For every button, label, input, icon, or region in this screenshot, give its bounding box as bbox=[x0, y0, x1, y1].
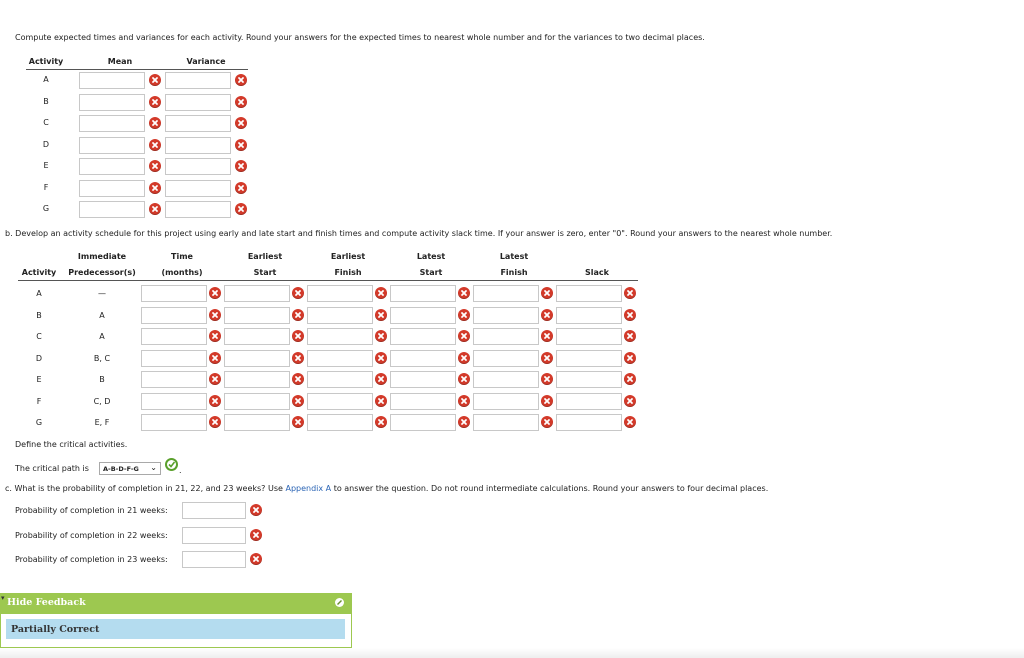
incorrect-x-icon bbox=[375, 287, 387, 299]
part-a-activity-label: F bbox=[43, 182, 49, 192]
variance-input[interactable] bbox=[165, 180, 231, 197]
partially-correct-banner bbox=[6, 619, 345, 639]
incorrect-x-icon bbox=[375, 373, 387, 385]
incorrect-x-icon bbox=[235, 203, 247, 215]
incorrect-x-icon bbox=[458, 416, 470, 428]
variance-input[interactable] bbox=[165, 137, 231, 154]
latest-start-input[interactable] bbox=[390, 414, 456, 431]
slack-input[interactable] bbox=[556, 350, 622, 367]
predecessors-label: E, F bbox=[94, 418, 110, 427]
incorrect-x-icon bbox=[458, 395, 470, 407]
probability-input[interactable] bbox=[182, 527, 246, 544]
earliest-finish-input[interactable] bbox=[307, 328, 373, 345]
col-header-latest-finish-line1: Latest bbox=[499, 252, 529, 261]
time-input[interactable] bbox=[141, 393, 207, 410]
chevron-down-icon: ⌄ bbox=[150, 463, 157, 472]
earliest-start-input[interactable] bbox=[224, 328, 290, 345]
time-input[interactable] bbox=[141, 350, 207, 367]
incorrect-x-icon bbox=[292, 309, 304, 321]
incorrect-x-icon bbox=[375, 309, 387, 321]
incorrect-x-icon bbox=[541, 352, 553, 364]
incorrect-x-icon bbox=[624, 330, 636, 342]
mean-input[interactable] bbox=[79, 158, 145, 175]
part-c-instruction-after: to answer the question. Do not round intermediate calculations. Round your answers to four decimal places. bbox=[333, 484, 769, 493]
incorrect-x-icon bbox=[250, 504, 262, 516]
incorrect-x-icon bbox=[375, 416, 387, 428]
time-input[interactable] bbox=[141, 371, 207, 388]
appendix-a-link[interactable]: Appendix A bbox=[285, 484, 332, 493]
col-header-activity: Activity bbox=[28, 57, 64, 66]
collapse-triangle-icon: ▾ bbox=[1, 594, 5, 602]
latest-start-input[interactable] bbox=[390, 350, 456, 367]
incorrect-x-icon bbox=[149, 139, 161, 151]
incorrect-x-icon bbox=[209, 395, 221, 407]
part-b-activity-label: G bbox=[35, 418, 43, 427]
col-header-latest-start-line1: Latest bbox=[416, 252, 446, 261]
incorrect-x-icon bbox=[250, 529, 262, 541]
incorrect-x-icon bbox=[292, 373, 304, 385]
col-header-activity-b: Activity bbox=[21, 268, 57, 277]
slack-input[interactable] bbox=[556, 393, 622, 410]
incorrect-x-icon bbox=[149, 182, 161, 194]
incorrect-x-icon bbox=[375, 330, 387, 342]
incorrect-x-icon bbox=[149, 74, 161, 86]
mean-input[interactable] bbox=[79, 115, 145, 132]
predecessors-label: — bbox=[98, 289, 106, 298]
latest-start-input[interactable] bbox=[390, 371, 456, 388]
incorrect-x-icon bbox=[624, 309, 636, 321]
probability-input[interactable] bbox=[182, 502, 246, 519]
part-b-activity-label: F bbox=[36, 396, 42, 406]
latest-finish-input[interactable] bbox=[473, 328, 539, 345]
col-header-earliest-start-line2: Start bbox=[253, 268, 277, 277]
col-header-earliest-finish-line2: Finish bbox=[334, 268, 362, 277]
earliest-finish-input[interactable] bbox=[307, 350, 373, 367]
part-a-header-rule bbox=[26, 69, 248, 70]
part-b-activity-label: E bbox=[36, 375, 42, 384]
col-header-time-line1: Time bbox=[171, 252, 193, 261]
probability-label: Probability of completion in 22 weeks: bbox=[15, 530, 168, 540]
feedback-panel bbox=[0, 613, 352, 648]
incorrect-x-icon bbox=[209, 416, 221, 428]
incorrect-x-icon bbox=[292, 330, 304, 342]
earliest-finish-input[interactable] bbox=[307, 307, 373, 324]
part-c-instruction-before: c. What is the probability of completion in 21, 22, and 23 weeks? Use bbox=[5, 484, 283, 493]
earliest-start-input[interactable] bbox=[224, 350, 290, 367]
latest-start-input[interactable] bbox=[390, 307, 456, 324]
page-bottom-shadow bbox=[0, 648, 1024, 658]
mean-input[interactable] bbox=[79, 201, 145, 218]
critical-path-value: A-B-D-F-G bbox=[103, 465, 139, 473]
col-header-earliest-finish-line1: Earliest bbox=[330, 252, 366, 261]
incorrect-x-icon bbox=[235, 139, 247, 151]
slack-input[interactable] bbox=[556, 307, 622, 324]
predecessors-label: A bbox=[99, 310, 105, 320]
variance-input[interactable] bbox=[165, 72, 231, 89]
part-a-activity-label: A bbox=[43, 75, 49, 84]
col-header-variance: Variance bbox=[186, 57, 226, 66]
predecessors-label: C, D bbox=[93, 396, 111, 406]
part-a-activity-label: C bbox=[43, 118, 49, 127]
latest-start-input[interactable] bbox=[390, 328, 456, 345]
incorrect-x-icon bbox=[235, 117, 247, 129]
incorrect-x-icon bbox=[149, 117, 161, 129]
latest-finish-input[interactable] bbox=[473, 285, 539, 302]
latest-start-input[interactable] bbox=[390, 393, 456, 410]
earliest-finish-input[interactable] bbox=[307, 414, 373, 431]
incorrect-x-icon bbox=[541, 395, 553, 407]
define-critical-label: Define the critical activities. bbox=[15, 440, 128, 449]
slack-input[interactable] bbox=[556, 285, 622, 302]
probability-input[interactable] bbox=[182, 551, 246, 568]
earliest-finish-input[interactable] bbox=[307, 393, 373, 410]
incorrect-x-icon bbox=[209, 330, 221, 342]
incorrect-x-icon bbox=[149, 96, 161, 108]
incorrect-x-icon bbox=[292, 416, 304, 428]
earliest-start-input[interactable] bbox=[224, 414, 290, 431]
col-header-earliest-start-line1: Earliest bbox=[247, 252, 283, 261]
latest-finish-input[interactable] bbox=[473, 350, 539, 367]
latest-finish-input[interactable] bbox=[473, 371, 539, 388]
slack-input[interactable] bbox=[556, 414, 622, 431]
critical-path-suffix: . bbox=[179, 466, 182, 475]
variance-input[interactable] bbox=[165, 158, 231, 175]
part-a-instruction: Compute expected times and variances for each activity. Round your answers for the expected times to nearest whole number and for the variances to two decimal places. bbox=[15, 33, 705, 42]
latest-start-input[interactable] bbox=[390, 285, 456, 302]
latest-finish-input[interactable] bbox=[473, 307, 539, 324]
incorrect-x-icon bbox=[292, 395, 304, 407]
mean-input[interactable] bbox=[79, 180, 145, 197]
probability-label: Probability of completion in 23 weeks: bbox=[15, 555, 168, 564]
incorrect-x-icon bbox=[149, 160, 161, 172]
incorrect-x-icon bbox=[624, 416, 636, 428]
incorrect-x-icon bbox=[292, 287, 304, 299]
earliest-start-input[interactable] bbox=[224, 393, 290, 410]
time-input[interactable] bbox=[141, 307, 207, 324]
part-c-instruction bbox=[5, 484, 768, 493]
critical-path-label: The critical path is bbox=[15, 464, 89, 473]
incorrect-x-icon bbox=[624, 287, 636, 299]
correct-check-icon bbox=[165, 458, 178, 471]
partially-correct-text: Partially Correct bbox=[11, 624, 100, 635]
slack-input[interactable] bbox=[556, 371, 622, 388]
col-header-predecessors-line2: Predecessor(s) bbox=[68, 268, 136, 277]
incorrect-x-icon bbox=[541, 330, 553, 342]
time-input[interactable] bbox=[141, 328, 207, 345]
incorrect-x-icon bbox=[458, 330, 470, 342]
earliest-finish-input[interactable] bbox=[307, 285, 373, 302]
edit-pencil-icon bbox=[335, 598, 344, 607]
incorrect-x-icon bbox=[458, 352, 470, 364]
part-b-activity-label: B bbox=[36, 310, 42, 320]
part-b-activity-label: A bbox=[36, 289, 42, 298]
part-a-activity-label: G bbox=[42, 204, 50, 213]
incorrect-x-icon bbox=[458, 373, 470, 385]
incorrect-x-icon bbox=[209, 352, 221, 364]
incorrect-x-icon bbox=[209, 287, 221, 299]
incorrect-x-icon bbox=[624, 352, 636, 364]
critical-path-select[interactable] bbox=[99, 462, 161, 475]
latest-finish-input[interactable] bbox=[473, 414, 539, 431]
part-b-header-rule bbox=[18, 280, 638, 281]
mean-input[interactable] bbox=[79, 94, 145, 111]
earliest-finish-input[interactable] bbox=[307, 371, 373, 388]
mean-input[interactable] bbox=[79, 72, 145, 89]
incorrect-x-icon bbox=[209, 309, 221, 321]
incorrect-x-icon bbox=[624, 395, 636, 407]
incorrect-x-icon bbox=[541, 309, 553, 321]
earliest-start-input[interactable] bbox=[224, 285, 290, 302]
incorrect-x-icon bbox=[209, 373, 221, 385]
part-b-activity-label: D bbox=[35, 353, 43, 363]
col-header-latest-finish-line2: Finish bbox=[500, 268, 528, 277]
incorrect-x-icon bbox=[235, 96, 247, 108]
hide-feedback-toggle[interactable]: Hide Feedback bbox=[7, 597, 86, 608]
part-b-activity-label: C bbox=[36, 332, 42, 341]
part-a-activity-label: B bbox=[43, 96, 49, 106]
col-header-slack: Slack bbox=[585, 268, 609, 277]
col-header-mean: Mean bbox=[107, 57, 133, 66]
incorrect-x-icon bbox=[149, 203, 161, 215]
part-b-instruction: b. Develop an activity schedule for this project using early and late start and finish times and compute activity slack time. If your answer is zero, enter "0". Round your answers to the nearest whole number. bbox=[5, 229, 833, 238]
earliest-start-input[interactable] bbox=[224, 307, 290, 324]
probability-label: Probability of completion in 21 weeks: bbox=[15, 506, 168, 515]
incorrect-x-icon bbox=[375, 352, 387, 364]
incorrect-x-icon bbox=[250, 553, 262, 565]
latest-finish-input[interactable] bbox=[473, 393, 539, 410]
part-a-activity-label: D bbox=[42, 139, 50, 149]
col-header-time-line2: (months) bbox=[161, 268, 203, 277]
incorrect-x-icon bbox=[292, 352, 304, 364]
incorrect-x-icon bbox=[541, 373, 553, 385]
col-header-predecessors-line1: Immediate bbox=[77, 252, 127, 261]
mean-input[interactable] bbox=[79, 137, 145, 154]
incorrect-x-icon bbox=[458, 287, 470, 299]
variance-input[interactable] bbox=[165, 115, 231, 132]
incorrect-x-icon bbox=[375, 395, 387, 407]
part-a-activity-label: E bbox=[43, 161, 49, 170]
time-input[interactable] bbox=[141, 414, 207, 431]
predecessors-label: A bbox=[99, 332, 105, 341]
predecessors-label: B, C bbox=[93, 353, 111, 363]
variance-input[interactable] bbox=[165, 201, 231, 218]
variance-input[interactable] bbox=[165, 94, 231, 111]
slack-input[interactable] bbox=[556, 328, 622, 345]
earliest-start-input[interactable] bbox=[224, 371, 290, 388]
incorrect-x-icon bbox=[541, 287, 553, 299]
incorrect-x-icon bbox=[541, 416, 553, 428]
incorrect-x-icon bbox=[235, 160, 247, 172]
incorrect-x-icon bbox=[458, 309, 470, 321]
incorrect-x-icon bbox=[235, 74, 247, 86]
feedback-bar[interactable] bbox=[0, 593, 352, 613]
incorrect-x-icon bbox=[624, 373, 636, 385]
time-input[interactable] bbox=[141, 285, 207, 302]
incorrect-x-icon bbox=[235, 182, 247, 194]
col-header-latest-start-line2: Start bbox=[419, 268, 443, 277]
predecessors-label: B bbox=[99, 375, 105, 384]
